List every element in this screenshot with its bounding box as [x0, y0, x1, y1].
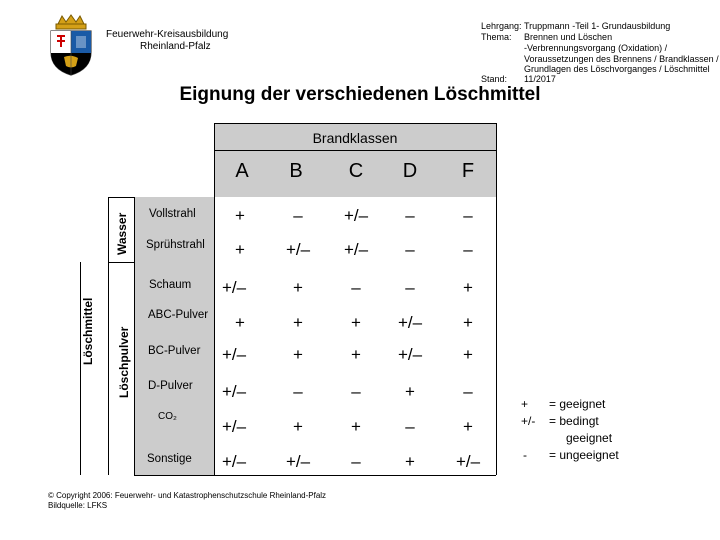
row-label: Vollstrahl	[149, 208, 196, 220]
table-cell: +	[351, 417, 361, 436]
table-cell: +/–	[221, 345, 247, 364]
table-cell: –	[463, 206, 473, 225]
table-cell: +/–	[455, 452, 481, 471]
side-label-loeschmittel: Löschmittel	[81, 297, 95, 365]
topic-line: -Verbrennungsvorgang (Oxidation) /	[524, 43, 668, 53]
table-cell: –	[405, 240, 415, 259]
legend-text: = bedingt	[549, 414, 599, 428]
table-cell: +	[293, 278, 303, 297]
table-cell: +	[405, 452, 415, 471]
table-cell: +	[293, 345, 303, 364]
row-label: CO₂	[158, 411, 177, 422]
table-border	[214, 150, 496, 151]
table-cell: +	[235, 313, 245, 332]
table-border	[108, 197, 109, 475]
class-header-a: A	[235, 160, 249, 182]
table-cell: –	[351, 278, 361, 297]
table-cell: –	[405, 206, 415, 225]
table-border	[214, 123, 496, 124]
topic-line: Grundlagen des Löschvorganges / Löschmittel	[524, 64, 710, 74]
org-line-2: Rheinland-Pfalz	[140, 41, 211, 52]
table-cell: +/–	[221, 278, 247, 297]
side-label-loeschpulver: Löschpulver	[117, 326, 131, 398]
table-border	[134, 197, 135, 475]
table-cell: +	[351, 345, 361, 364]
row-label: D-Pulver	[148, 380, 193, 392]
table-cell: –	[405, 278, 415, 297]
table-border	[108, 262, 134, 263]
legend-symbol: -	[523, 448, 527, 462]
topic-label: Thema:	[481, 32, 512, 42]
copyright: © Copyright 2006: Feuerwehr- und Katastrophenschutzschule Rheinland-Pfalz	[48, 491, 327, 500]
table-cell: +	[293, 417, 303, 436]
table-border	[80, 262, 81, 475]
table-cell: –	[405, 417, 415, 436]
table-cell: +/–	[221, 417, 247, 436]
table-cell: +	[235, 206, 245, 225]
table-cell: +/–	[285, 240, 311, 259]
row-label: Schaum	[149, 279, 192, 291]
side-label-wasser: Wasser	[115, 212, 129, 255]
class-header-b: B	[289, 160, 303, 182]
page-title: Eignung der verschiedenen Löschmittel	[179, 84, 541, 105]
table-cell: –	[293, 382, 303, 401]
legend-text: = ungeeignet	[549, 448, 619, 462]
class-header-f: F	[461, 160, 475, 182]
row-label: BC-Pulver	[148, 345, 201, 357]
table-cell: +/–	[221, 382, 247, 401]
legend-symbol: +	[521, 397, 529, 411]
row-label: ABC-Pulver	[148, 309, 209, 321]
table-border	[108, 197, 134, 198]
table-cell: +/–	[343, 240, 369, 259]
date-value: 11/2017	[524, 74, 556, 84]
legend-text: geeignet	[566, 431, 613, 445]
class-header-c: C	[348, 160, 364, 182]
table-cell: –	[463, 240, 473, 259]
table-cell: +	[463, 345, 473, 364]
row-label: Sonstige	[147, 453, 192, 465]
table-cell: +/–	[397, 345, 423, 364]
topic-line: Brennen und Löschen	[524, 32, 613, 42]
table-cell: +/–	[397, 313, 423, 332]
course-value: Truppmann -Teil 1- Grundausbildung	[524, 21, 671, 31]
table-cell: +/–	[221, 452, 247, 471]
legend-text: = geeignet	[549, 397, 606, 411]
row-label: Sprühstrahl	[146, 239, 205, 251]
table-border	[496, 123, 497, 475]
table-cell: +/–	[343, 206, 369, 225]
table-cell: +	[293, 313, 303, 332]
image-source: Bildquelle: LFKS	[48, 501, 108, 510]
table-cell: +	[235, 240, 245, 259]
brandklassen-header: Brandklassen	[312, 130, 398, 146]
table-cell: +/–	[285, 452, 311, 471]
org-line-1: Feuerwehr-Kreisausbildung	[106, 29, 229, 40]
topic-line: Voraussetzungen des Brennens / Brandklassen /	[524, 54, 719, 64]
table-cell: +	[463, 313, 473, 332]
table-cell: –	[463, 382, 473, 401]
class-header-d: D	[402, 160, 418, 182]
table-cell: –	[351, 382, 361, 401]
table-cell: +	[463, 417, 473, 436]
table-cell: +	[351, 313, 361, 332]
course-label: Lehrgang:	[481, 21, 522, 31]
table-cell: –	[351, 452, 361, 471]
legend-symbol: +/-	[521, 414, 536, 428]
coat-of-arms-icon	[44, 14, 98, 76]
table-border	[134, 475, 496, 476]
table-cell: +	[463, 278, 473, 297]
table-cell: +	[405, 382, 415, 401]
table-cell: –	[293, 206, 303, 225]
date-label: Stand:	[481, 74, 508, 84]
